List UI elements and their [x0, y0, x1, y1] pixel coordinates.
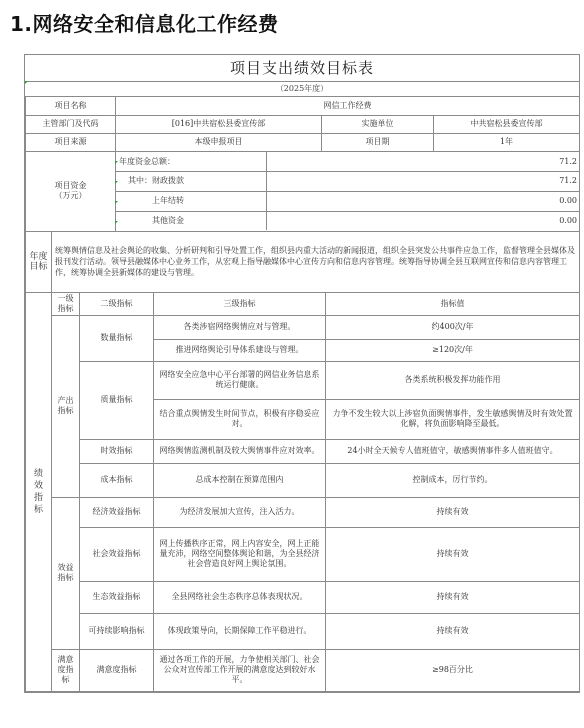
eco-ind: 全县网络社会生态秩序总体表现状况。: [154, 581, 326, 613]
header-value: 指标值: [326, 293, 580, 316]
quantity-ind-2: 推进网络舆论引导体系建设与管理。: [154, 339, 326, 361]
social-ind: 网上传播秩序正常，网上内容安全，网上正能量充沛，网络空间整体舆论和谐，为全县经济社会营造良好网上舆论氛围。: [154, 527, 326, 581]
satisfy-label: 满意度指标: [80, 649, 154, 691]
funds-other-label: 其他资金: [116, 211, 266, 230]
output-label: 产出 指标: [52, 315, 80, 497]
dept-value: [016]中共宿松县委宣传部: [116, 115, 322, 133]
sustain-ind: 体现政策导向，长期保障工作平稳进行。: [154, 613, 326, 649]
quantity-val-1: 约400次/年: [326, 315, 580, 339]
quantity-ind-1: 各类涉宿网络舆情应对与管理。: [154, 315, 326, 339]
satisfy-l1-label: 满意 度指 标: [52, 649, 80, 691]
cell-comment-marker: [115, 161, 118, 164]
eco-label: 生态效益指标: [80, 581, 154, 613]
funds-fiscal-label: 其中：财政拨款: [116, 171, 266, 191]
cost-label: 成本指标: [80, 463, 154, 497]
cell-comment-marker: [25, 81, 28, 84]
basic-info-table: [25, 97, 580, 152]
satisfy-val: ≥98百分比: [326, 649, 580, 691]
perf-label: 绩 效 指 标: [26, 293, 52, 692]
header-l3: 三级指标: [154, 293, 326, 316]
sustain-label: 可持续影响指标: [80, 613, 154, 649]
funds-label: 项目资金 （万元）: [26, 152, 116, 232]
goal-table: [25, 232, 580, 293]
funds-fiscal-value: 71.2: [266, 171, 580, 191]
funds-table: [25, 152, 580, 233]
cell-comment-marker: [115, 201, 118, 204]
quality-val-2: 力争不发生较大以上涉宿负面舆情事件，发生敏感舆情及时有效处置化解，将负面影响降至最低。: [326, 399, 580, 439]
funds-breakdown: [116, 152, 580, 230]
quantity-label: 数量指标: [80, 315, 154, 361]
economic-label: 经济效益指标: [80, 497, 154, 527]
time-val: 24小时全天候专人值班值守，敏感舆情事件多人值班值守。: [326, 439, 580, 463]
funds-total-label: 年度资金总额：: [116, 152, 266, 171]
dept-label: 主管部门及代码: [26, 115, 116, 133]
period-label: 项目期: [322, 133, 434, 151]
sheet-year: （2025年度）: [25, 82, 579, 97]
economic-val: 持续有效: [326, 497, 580, 527]
sheet-title: 项目支出绩效目标表: [25, 55, 579, 82]
benefit-label: 效益 指标: [52, 497, 80, 649]
page-heading: 1.网络安全和信息化工作经费: [10, 12, 279, 36]
sustain-val: 持续有效: [326, 613, 580, 649]
social-val: 持续有效: [326, 527, 580, 581]
quality-ind-2: 结合重点舆情发生时间节点，积极有序稳妥应对。: [154, 399, 326, 439]
cell-comment-marker: [115, 221, 118, 224]
goal-label: 年度 目标: [26, 232, 52, 292]
cost-val: 控制成本，厉行节约。: [326, 463, 580, 497]
project-name-value: 网信工作经费: [116, 97, 580, 115]
funds-total-value: 71.2: [266, 152, 580, 171]
header-l2: 二级指标: [80, 293, 154, 316]
cost-ind: 总成本控制在预算范围内: [154, 463, 326, 497]
source-label: 项目来源: [26, 133, 116, 151]
performance-target-sheet: [24, 54, 580, 693]
source-value: 本级申报项目: [116, 133, 322, 151]
social-label: 社会效益指标: [80, 527, 154, 581]
funds-carryover-label: 上年结转: [116, 191, 266, 211]
quality-label: 质量指标: [80, 361, 154, 439]
header-l1: 一级 指标: [52, 293, 80, 316]
funds-other-value: 0.00: [266, 211, 580, 230]
economic-ind: 为经济发展加大宣传，注入活力。: [154, 497, 326, 527]
goal-text: 统筹舆情信息及社会舆论的收集、分析研判和引导处置工作，组织县内重大活动的新闻报道，组织全县突发公共事件应急工作，监督管理全县媒体及报刊发行活动。领导县融媒体中心业务工作，从宏观上指导融媒体中心宣传方向和信息内容管理。统筹指导协调全县互联网宣传和信息内容管理工作，统筹协调全县新媒体的建设与管理。: [52, 232, 580, 292]
cell-comment-marker: [115, 181, 118, 184]
time-label: 时效指标: [80, 439, 154, 463]
funds-carryover-value: 0.00: [266, 191, 580, 211]
time-ind: 网络舆情监测机制及较大舆情事件应对效率。: [154, 439, 326, 463]
impl-value: 中共宿松县委宣传部: [434, 115, 580, 133]
period-value: 1年: [434, 133, 580, 151]
quantity-val-2: ≥120次/年: [326, 339, 580, 361]
impl-label: 实施单位: [322, 115, 434, 133]
quality-val-1: 各类系统积极发挥功能作用: [326, 361, 580, 399]
eco-val: 持续有效: [326, 581, 580, 613]
project-name-label: 项目名称: [26, 97, 116, 115]
satisfy-ind: 通过各项工作的开展，力争使相关部门、社会公众对宣传部工作开展的满意度达到较好水平。: [154, 649, 326, 691]
quality-ind-1: 网络安全应急中心平台部署的网信业务信息系统运行健康。: [154, 361, 326, 399]
indicator-table: [25, 293, 580, 692]
